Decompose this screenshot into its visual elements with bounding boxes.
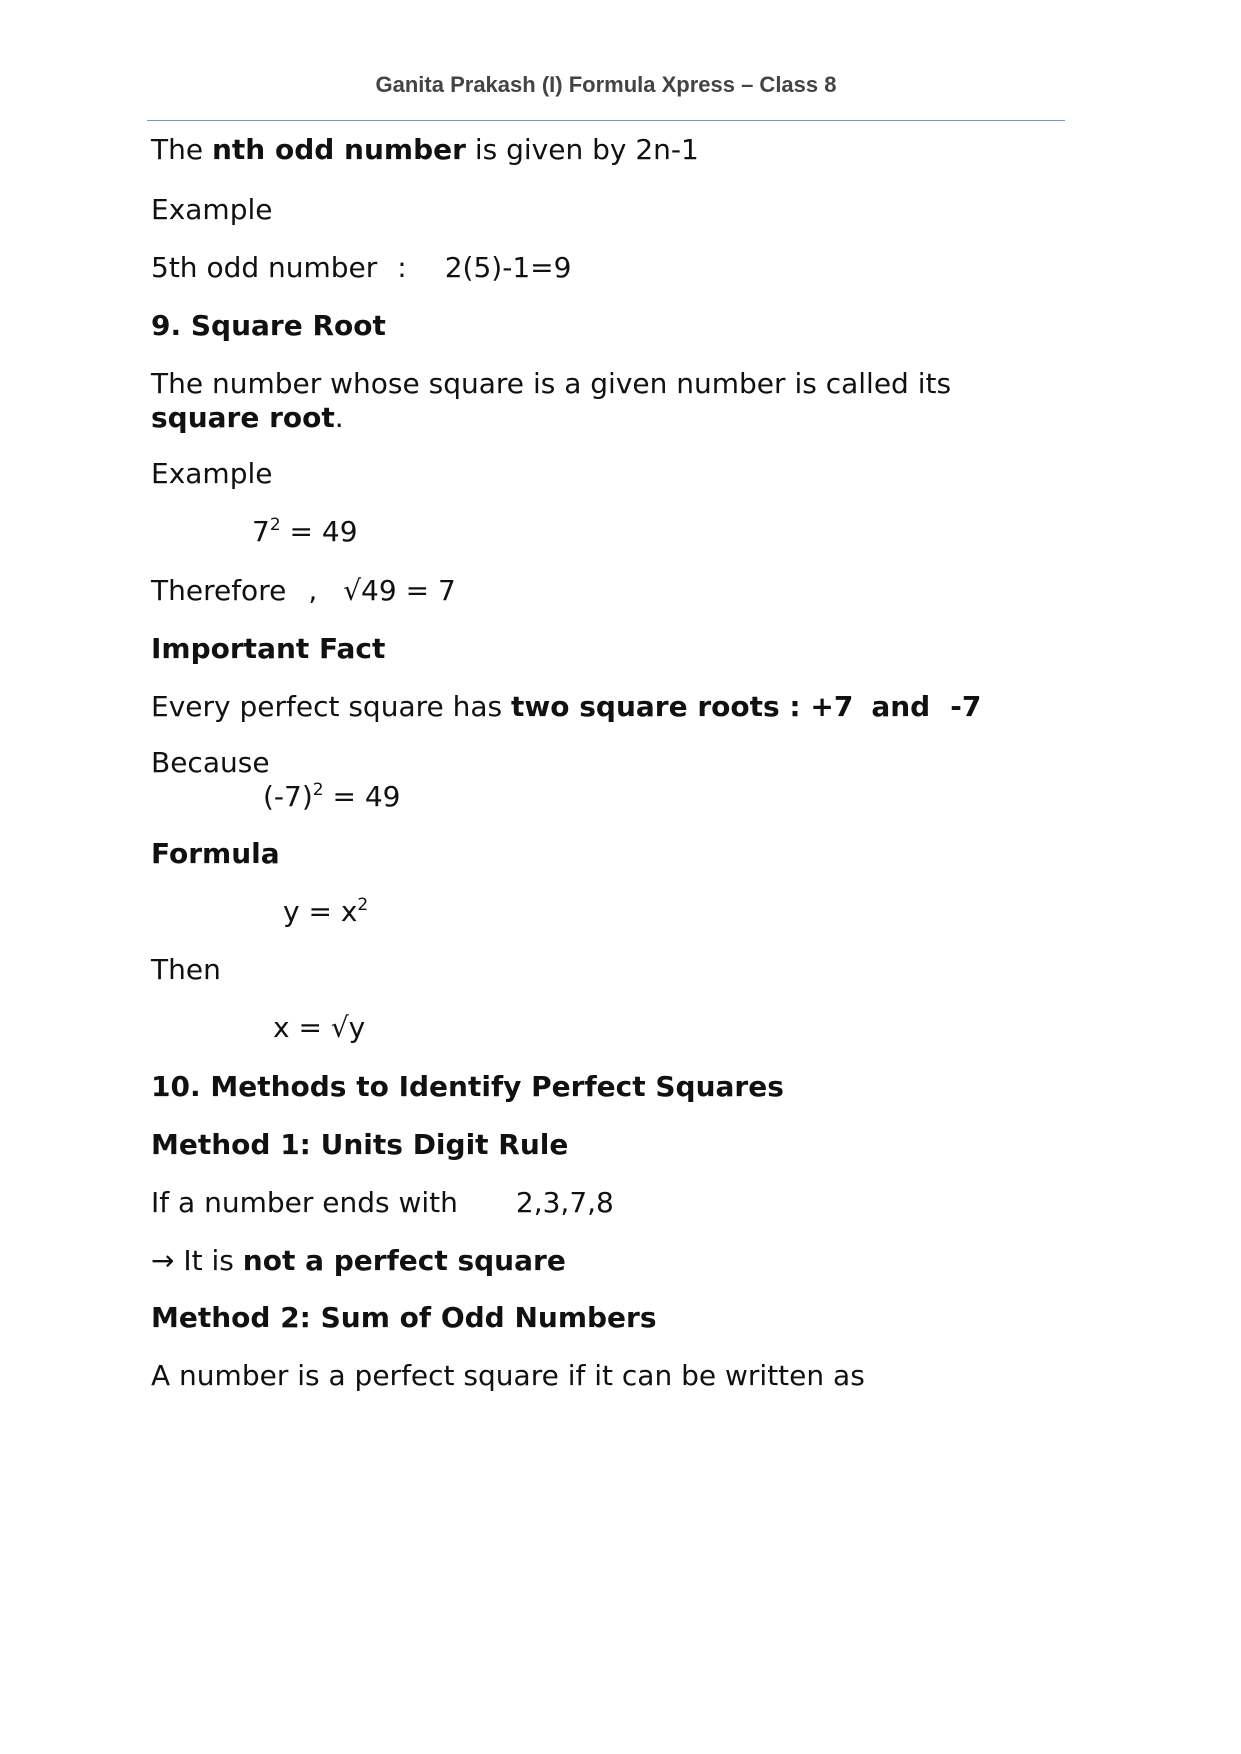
odd-rule-post: is given by 2n-1: [465, 133, 699, 166]
inverse-formula: x = √y: [273, 1011, 366, 1044]
fact-bold-and: and: [871, 690, 931, 723]
neg-eq-exponent: 2: [312, 780, 324, 800]
method1-condition: If a number ends with: [151, 1186, 458, 1219]
fact-bold-roots: two square roots : +7: [511, 690, 854, 723]
method2-heading: Method 2: Sum of Odd Numbers: [151, 1301, 657, 1334]
arrow-icon: →: [151, 1244, 175, 1277]
square-root-definition-line1: The number whose square is a given number is called its: [151, 367, 952, 400]
square-eq-exponent: 2: [269, 515, 281, 535]
square-eq-rest: = 49: [280, 515, 358, 548]
fact-bold-neg: -7: [950, 690, 982, 723]
then-label: Then: [151, 953, 221, 986]
important-fact-heading: Important Fact: [151, 632, 386, 665]
odd-rule-pre: The: [151, 133, 212, 166]
formula-equation: [283, 894, 368, 930]
square-root-example-label: Example: [151, 457, 273, 490]
square-root-term: square root: [151, 401, 335, 434]
therefore-label: Therefore: [151, 574, 287, 607]
neg-eq-rest: = 49: [323, 780, 401, 813]
definition-period: .: [334, 401, 344, 434]
because-label: Because: [151, 746, 270, 779]
method2-text: A number is a perfect square if it can be written as: [151, 1359, 865, 1392]
neg-eq-base: (-7): [263, 780, 313, 813]
fact-text: Every perfect square has: [151, 690, 512, 723]
square-equation: [252, 514, 358, 550]
odd-example-right: 2(5)-1=9: [444, 251, 572, 284]
odd-example-label: Example: [151, 193, 273, 226]
odd-example-left: 5th odd number: [151, 251, 378, 284]
page-header: Ganita Prakash (I) Formula Xpress – Class 8: [375, 72, 837, 97]
root-result: √49 = 7: [343, 574, 456, 607]
method1-conclusion: [151, 1243, 566, 1279]
formula-exponent: 2: [357, 895, 369, 915]
odd-rule-bold: nth odd number: [211, 133, 466, 166]
header-rule: [147, 120, 1065, 121]
formula-base: y = x: [283, 895, 358, 928]
method1-conclusion-pre: It is: [174, 1244, 243, 1277]
method1-heading: Method 1: Units Digit Rule: [151, 1128, 569, 1161]
therefore-line: [151, 573, 456, 609]
formula-heading: Formula: [151, 837, 280, 870]
therefore-comma: ,: [308, 574, 318, 607]
important-fact-text: [151, 689, 981, 725]
square-eq-base: 7: [252, 515, 270, 548]
method1-conclusion-bold: not a perfect square: [242, 1244, 566, 1277]
odd-example-sep: :: [397, 251, 407, 284]
section-heading-square-root: 9. Square Root: [151, 309, 386, 342]
method1-digits: 2,3,7,8: [515, 1186, 614, 1219]
square-root-definition-line2: [151, 400, 344, 436]
negative-square-equation: [263, 779, 400, 815]
odd-example-line: [151, 250, 571, 286]
section-heading-methods: 10. Methods to Identify Perfect Squares: [151, 1070, 784, 1103]
odd-number-rule: [151, 132, 699, 168]
method1-text: [151, 1185, 614, 1221]
